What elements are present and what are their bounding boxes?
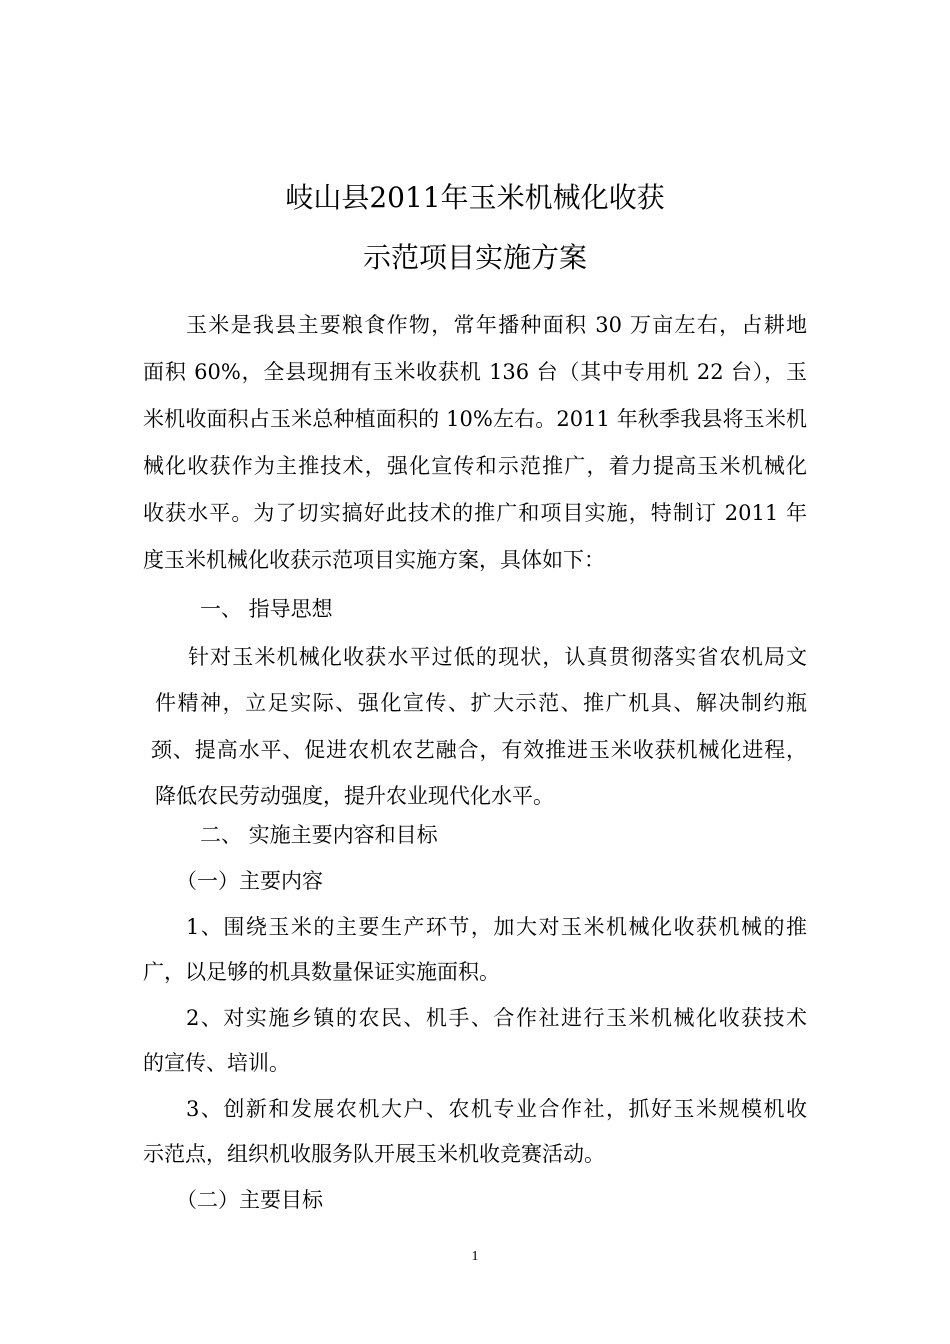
title-line-2: 示范项目实施方案: [362, 241, 587, 274]
item3-line-1: 3、创新和发展农机大户、农机专业合作社，抓好玉米规模机收: [186, 1097, 807, 1121]
item2-line-1: 2、对实施乡镇的农民、机手、合作社进行玉米机械化收获技术: [186, 1006, 807, 1030]
item3-line-2: 示范点，组织机收服务队开展玉米机收竞赛活动。: [143, 1142, 605, 1166]
item1-line-2: 广，以足够的机具数量保证实施面积。: [143, 960, 500, 984]
intro-line-1: 玉米是我县主要粮食作物，常年播种面积 30 万亩左右，占耕地: [186, 313, 807, 337]
subsection-heading-main-content: （一）主要内容: [176, 869, 323, 893]
section1-line-2: 件精神，立足实际、强化宣传、扩大示范、推广机具、解决制约瓶: [155, 691, 807, 715]
intro-line-5: 收获水平。为了切实搞好此技术的推广和项目实施，特制订 2011 年: [143, 501, 807, 525]
intro-line-2: 面积 60%，全县现拥有玉米收获机 136 台（其中专用机 22 台），玉: [143, 360, 807, 384]
item2-line-2: 的宣传、培训。: [143, 1051, 290, 1075]
intro-line-6: 度玉米机械化收获示范项目实施方案，具体如下：: [143, 548, 605, 572]
page-number: 1: [471, 1249, 479, 1264]
item1-line-1: 1、围绕玉米的主要生产环节，加大对玉米机械化收获机械的推: [186, 915, 807, 939]
section1-line-1: 针对玉米机械化收获水平过低的现状，认真贯彻落实省农机局文: [188, 645, 807, 669]
intro-line-4: 械化收获作为主推技术，强化宣传和示范推广，着力提高玉米机械化: [143, 454, 807, 478]
intro-line-3: 米机收面积占玉米总种植面积的 10%左右。2011 年秋季我县将玉米机: [143, 407, 807, 431]
section-heading-main-content-goals: 二、 实施主要内容和目标: [200, 823, 438, 847]
title-line-1: 岐山县2011年玉米机械化收获: [285, 181, 665, 214]
section1-line-4: 降低农民劳动强度，提升农业现代化水平。: [155, 784, 554, 808]
section1-line-3: 颈、提高水平、促进农机农艺融合，有效推进玉米收获机械化进程，: [151, 738, 807, 762]
subsection-heading-main-goals: （二）主要目标: [176, 1188, 323, 1212]
section-heading-guiding-thought: 一、 指导思想: [200, 597, 333, 621]
